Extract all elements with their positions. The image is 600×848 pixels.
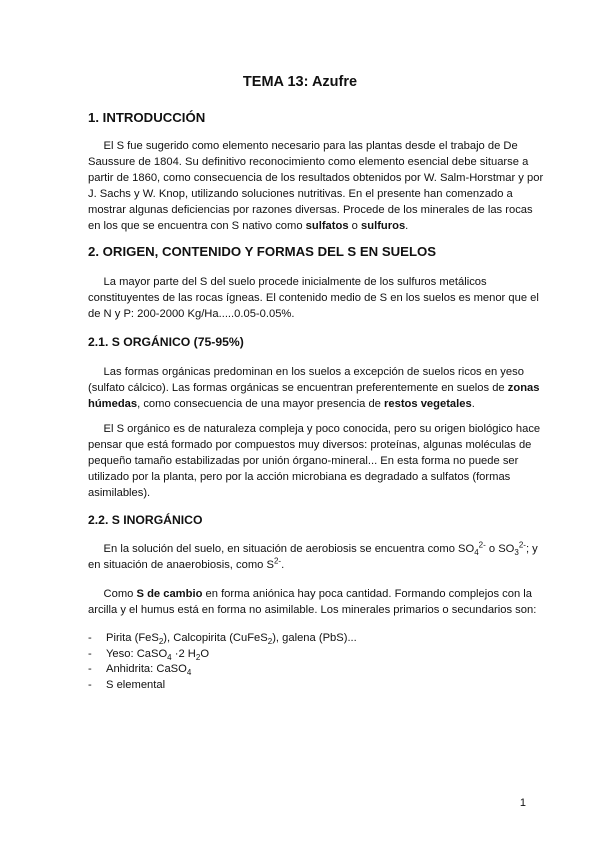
superscript: 2- [518, 540, 526, 550]
text-span: ; y [525, 543, 538, 555]
list-item [88, 631, 357, 647]
bold-term-humedas: húmedas [88, 398, 138, 410]
text-span: O [200, 647, 210, 660]
subscript: 4 [186, 668, 192, 678]
subscript: 2 [158, 637, 164, 647]
list-item [88, 662, 357, 678]
subscript: 2 [267, 637, 273, 647]
text-line: arcilla y el humus está en forma no asimilable. Los minerales primarios o secundarios son: [88, 604, 537, 616]
subscript: 4 [474, 548, 479, 558]
bold-term-restos-vegetales: restos vegetales [384, 398, 472, 410]
text-span: , como consecuencia de una mayor presencia de [137, 398, 385, 410]
list-dash: - [88, 663, 92, 675]
text-line: pensar que está formado por compuestos muy diversos: proteínas, algunas moléculas de [88, 439, 532, 451]
text-span: Yeso: CaSO [106, 647, 168, 660]
superscript: 2- [478, 540, 486, 550]
list-dash: - [88, 647, 92, 660]
paragraph-s-inorganico-1 [88, 540, 538, 573]
text-span: en los que se encuentra con S nativo como [88, 220, 306, 232]
text-span: Pirita (FeS [106, 632, 159, 644]
text-span: en situación de anaerobiosis, como S [88, 559, 274, 571]
text-span: (sulfato cálcico). Las formas orgánicas se encuentran preferentemente en suelos de [88, 382, 508, 394]
list-dash: - [88, 678, 92, 691]
subscript: 4 [167, 652, 172, 662]
text-span: S elemental [106, 678, 166, 691]
text-span: En la solución del suelo, en situación de aerobiosis se encuentra como SO [103, 543, 475, 555]
text-line: mostrar algunas deficiencias por razones diversas. Procede de los minerales de las rocas [88, 204, 533, 216]
text-span: o [348, 220, 362, 232]
text-span: . [471, 398, 475, 410]
bold-term-sulfatos: sulfatos [305, 220, 349, 232]
bold-term-sulfuros: sulfuros [361, 220, 406, 232]
text-line: de N y P: 200-2000 Kg/Ha.....0.05-0.05%. [88, 308, 295, 320]
text-span: Como [103, 588, 137, 600]
text-line: utilizado por la planta, pero por la acción microbiana es degradado a sulfatos (formas [88, 471, 511, 483]
page-number: 1 [519, 797, 526, 809]
text-line: Las formas orgánicas predominan en los suelos a excepción de suelos ricos en yeso [103, 366, 524, 378]
list-item [88, 647, 357, 663]
text-line: asimilables). [88, 487, 151, 499]
paragraph-s-organico-2 [88, 421, 541, 501]
bold-term-zonas: zonas [507, 382, 540, 394]
text-span: . [281, 559, 285, 571]
heading-introduccion: 1. INTRODUCCIÓN [88, 110, 206, 125]
heading-origen: 2. ORIGEN, CONTENIDO Y FORMAS DEL S EN SUELOS [88, 244, 437, 259]
paragraph-s-inorganico-2 [88, 586, 537, 618]
text-line: La mayor parte del S del suelo procede inicialmente de los sulfuros metálicos [103, 276, 487, 288]
text-line: partir de 1860, como consecuencia de los resultados obtenidos por W. Salm-Horstmar y por [88, 172, 544, 184]
minerals-list [88, 631, 357, 693]
text-line: J. Sachs y W. Knop, utilizando soluciones nutritivas. En el presente han comenzado a [88, 188, 513, 200]
text-span: ), galena (PbS)... [272, 632, 357, 644]
text-line: pequeño tamaño estabilizadas por unión órgano-mineral... En esta forma no puede ser [88, 455, 519, 467]
heading-s-inorganico: 2.2. S INORGÁNICO [88, 513, 203, 527]
text-span: ), Calcopirita (CuFeS [163, 632, 268, 644]
text-line: El S fue sugerido como elemento necesario para las plantas desde el trabajo de De [103, 140, 518, 152]
superscript: 2- [273, 556, 282, 566]
paragraph-s-organico-1 [88, 364, 540, 412]
subscript: 2 [195, 652, 201, 662]
heading-s-organico: 2.1. S ORGÁNICO (75-95%) [88, 335, 244, 349]
text-span: ·2 H [171, 647, 196, 660]
text-line: El S orgánico es de naturaleza compleja y poco conocida, pero su origen biológico hace [103, 423, 541, 435]
text-line: Saussure de 1804. Su definitivo reconocimiento como elemento esencial debe situarse a [88, 156, 529, 168]
text-span: en forma aniónica hay poca cantidad. Formando complejos con la [202, 588, 533, 600]
text-span: o SO [485, 543, 515, 555]
text-span: Anhidrita: CaSO [106, 663, 187, 675]
paragraph-origen [88, 274, 539, 322]
text-line: constituyentes de las rocas ígneas. El contenido medio de S en los suelos es menor que el [88, 292, 539, 304]
list-dash: - [88, 632, 92, 644]
list-item [88, 678, 357, 694]
bold-term-s-de-cambio: S de cambio [136, 588, 203, 600]
page-title: TEMA 13: Azufre [242, 74, 358, 90]
paragraph-introduccion [88, 138, 544, 234]
subscript: 3 [514, 548, 519, 558]
text-span: . [405, 220, 409, 232]
